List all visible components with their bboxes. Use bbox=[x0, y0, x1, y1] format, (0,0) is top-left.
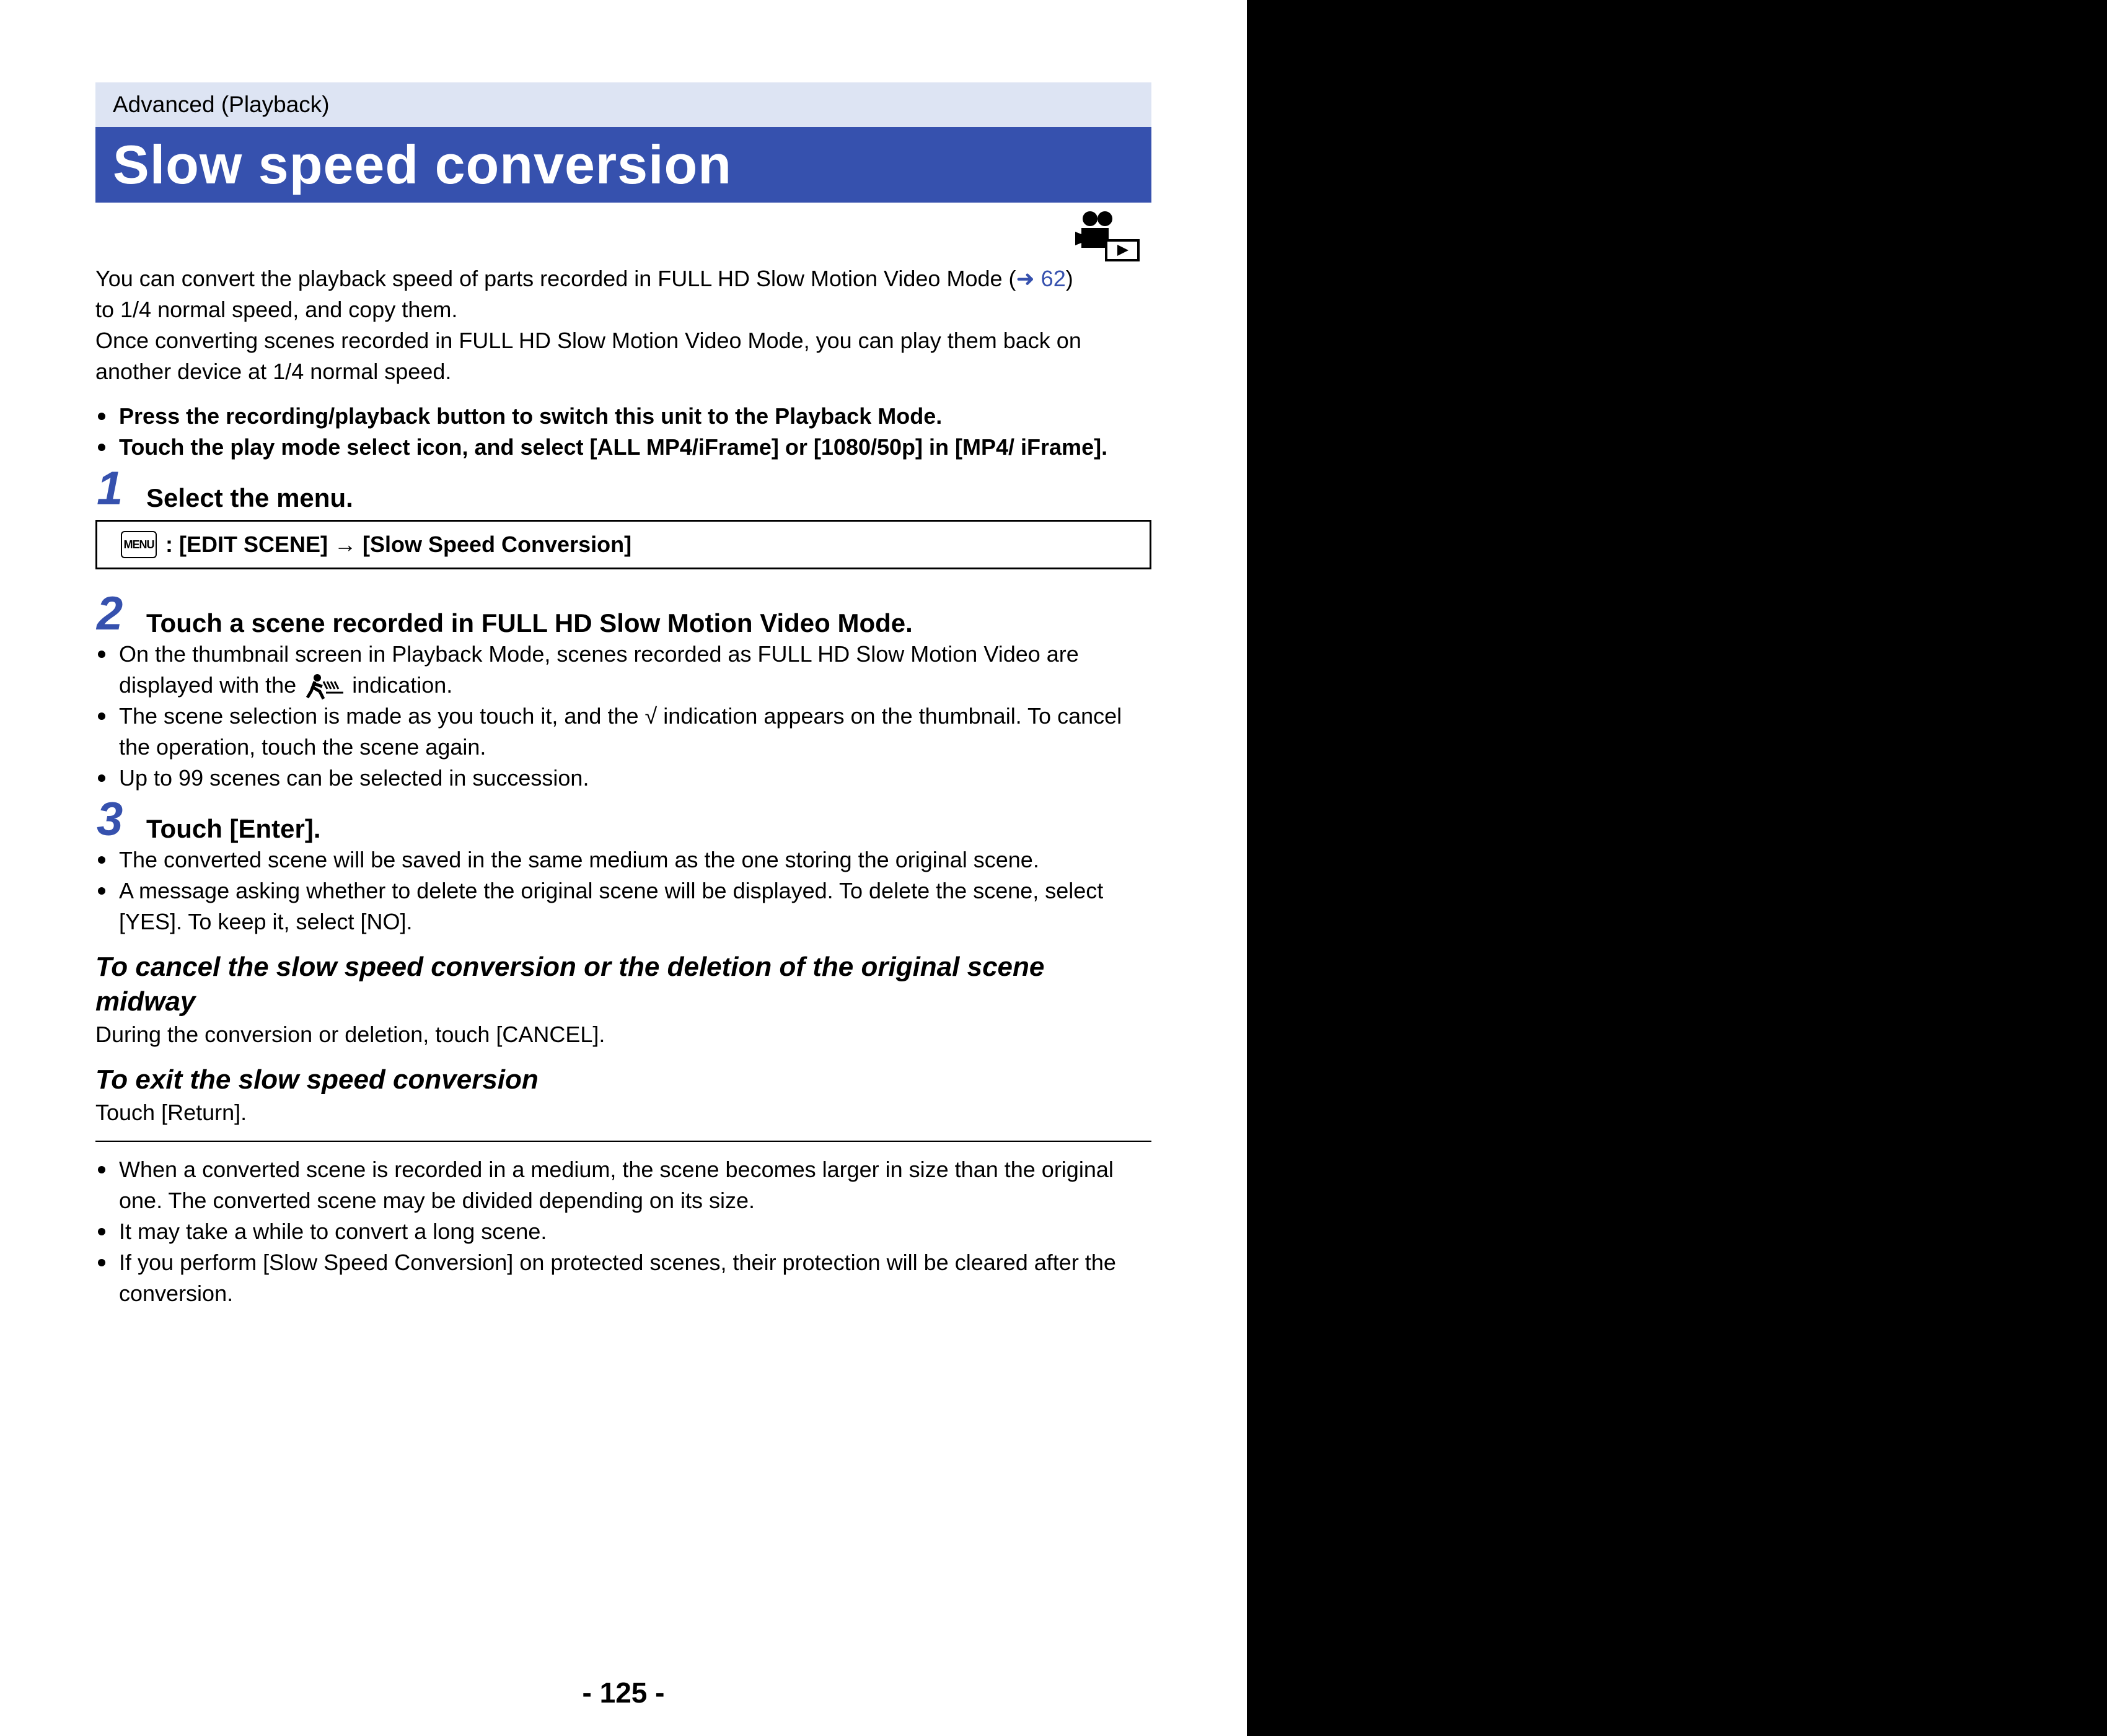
step-2-notes bbox=[95, 639, 1151, 794]
list-item: It may take a while to convert a long scene. bbox=[95, 1216, 1151, 1247]
list-item: A message asking whether to delete the original scene will be displayed. To delete the scene, select [YES]. To keep it, select [NO]. bbox=[95, 875, 1151, 937]
step-2 bbox=[95, 587, 1151, 640]
intro-paragraph bbox=[95, 263, 1151, 325]
list-item: When a converted scene is recorded in a medium, the scene becomes larger in size than the original one. The converted scene may be divided depending on its size. bbox=[95, 1154, 1151, 1216]
divider bbox=[95, 1141, 1151, 1142]
step-title: Touch [Enter]. bbox=[146, 814, 321, 843]
list-item: Press the recording/playback button to switch this unit to the Playback Mode. bbox=[95, 401, 1151, 432]
step-number: 1 bbox=[97, 462, 123, 515]
page-title: Slow speed conversion bbox=[95, 127, 1151, 203]
section-label: Advanced (Playback) bbox=[95, 82, 1151, 127]
intro-line1: You can convert the playback speed of parts recorded in FULL HD Slow Motion Video Mode ( bbox=[95, 266, 1016, 291]
intro-line2: to 1/4 normal speed, and copy them. bbox=[95, 297, 458, 322]
page-link-62[interactable]: ➜ 62 bbox=[1016, 266, 1066, 291]
slow-motion-indication-icon bbox=[302, 673, 346, 700]
intro-line1-end: ) bbox=[1065, 266, 1073, 291]
movie-playback-icon bbox=[1075, 209, 1141, 261]
list-item: Touch the play mode select icon, and select [ALL MP4/iFrame] or [1080/50p] in [MP4/ iFrame]. bbox=[95, 432, 1151, 463]
exit-text: Touch [Return]. bbox=[95, 1100, 247, 1125]
prerequisite-list bbox=[95, 401, 1151, 463]
check-mark-icon: √ bbox=[644, 703, 658, 729]
exit-heading: To exit the slow speed conversion bbox=[95, 1064, 539, 1095]
cancel-heading: To cancel the slow speed conversion or the deletion of the original scene midway bbox=[95, 952, 1045, 1017]
step-title: Touch a scene recorded in FULL HD Slow Motion Video Mode. bbox=[146, 608, 913, 638]
list-item: The converted scene will be saved in the same medium as the one storing the original scene. bbox=[95, 844, 1151, 875]
intro-line3: Once converting scenes recorded in FULL HD Slow Motion Video Mode, you can play them back on another device at 1/4 normal speed. bbox=[95, 328, 1081, 384]
step-3-notes bbox=[95, 844, 1151, 937]
step-3 bbox=[95, 793, 1151, 846]
menu-path-box bbox=[95, 520, 1151, 569]
content bbox=[95, 263, 1151, 1309]
list-item: The scene selection is made as you touch it, and the √ indication appears on the thumbnail. To cancel the operation, touch the scene again. bbox=[95, 701, 1151, 763]
list-item: On the thumbnail screen in Playback Mode, scenes recorded as FULL HD Slow Motion Video are displayed with the indication. bbox=[95, 639, 1151, 701]
step-title: Select the menu. bbox=[146, 483, 353, 512]
list-item: If you perform [Slow Speed Conversion] on protected scenes, their protection will be cleared after the conversion. bbox=[95, 1247, 1151, 1309]
step-number: 3 bbox=[97, 793, 123, 846]
step-number: 2 bbox=[97, 587, 123, 640]
list-item: Up to 99 scenes can be selected in succession. bbox=[95, 763, 1151, 794]
menu-path: : [EDIT SCENE] → [Slow Speed Conversion] bbox=[165, 532, 632, 557]
cancel-text: During the conversion or deletion, touch [CANCEL]. bbox=[95, 1022, 605, 1047]
page-number: - 125 - bbox=[582, 1677, 665, 1709]
notes-list bbox=[95, 1154, 1151, 1309]
step-1 bbox=[95, 462, 1151, 515]
menu-icon: MENU bbox=[121, 531, 157, 558]
